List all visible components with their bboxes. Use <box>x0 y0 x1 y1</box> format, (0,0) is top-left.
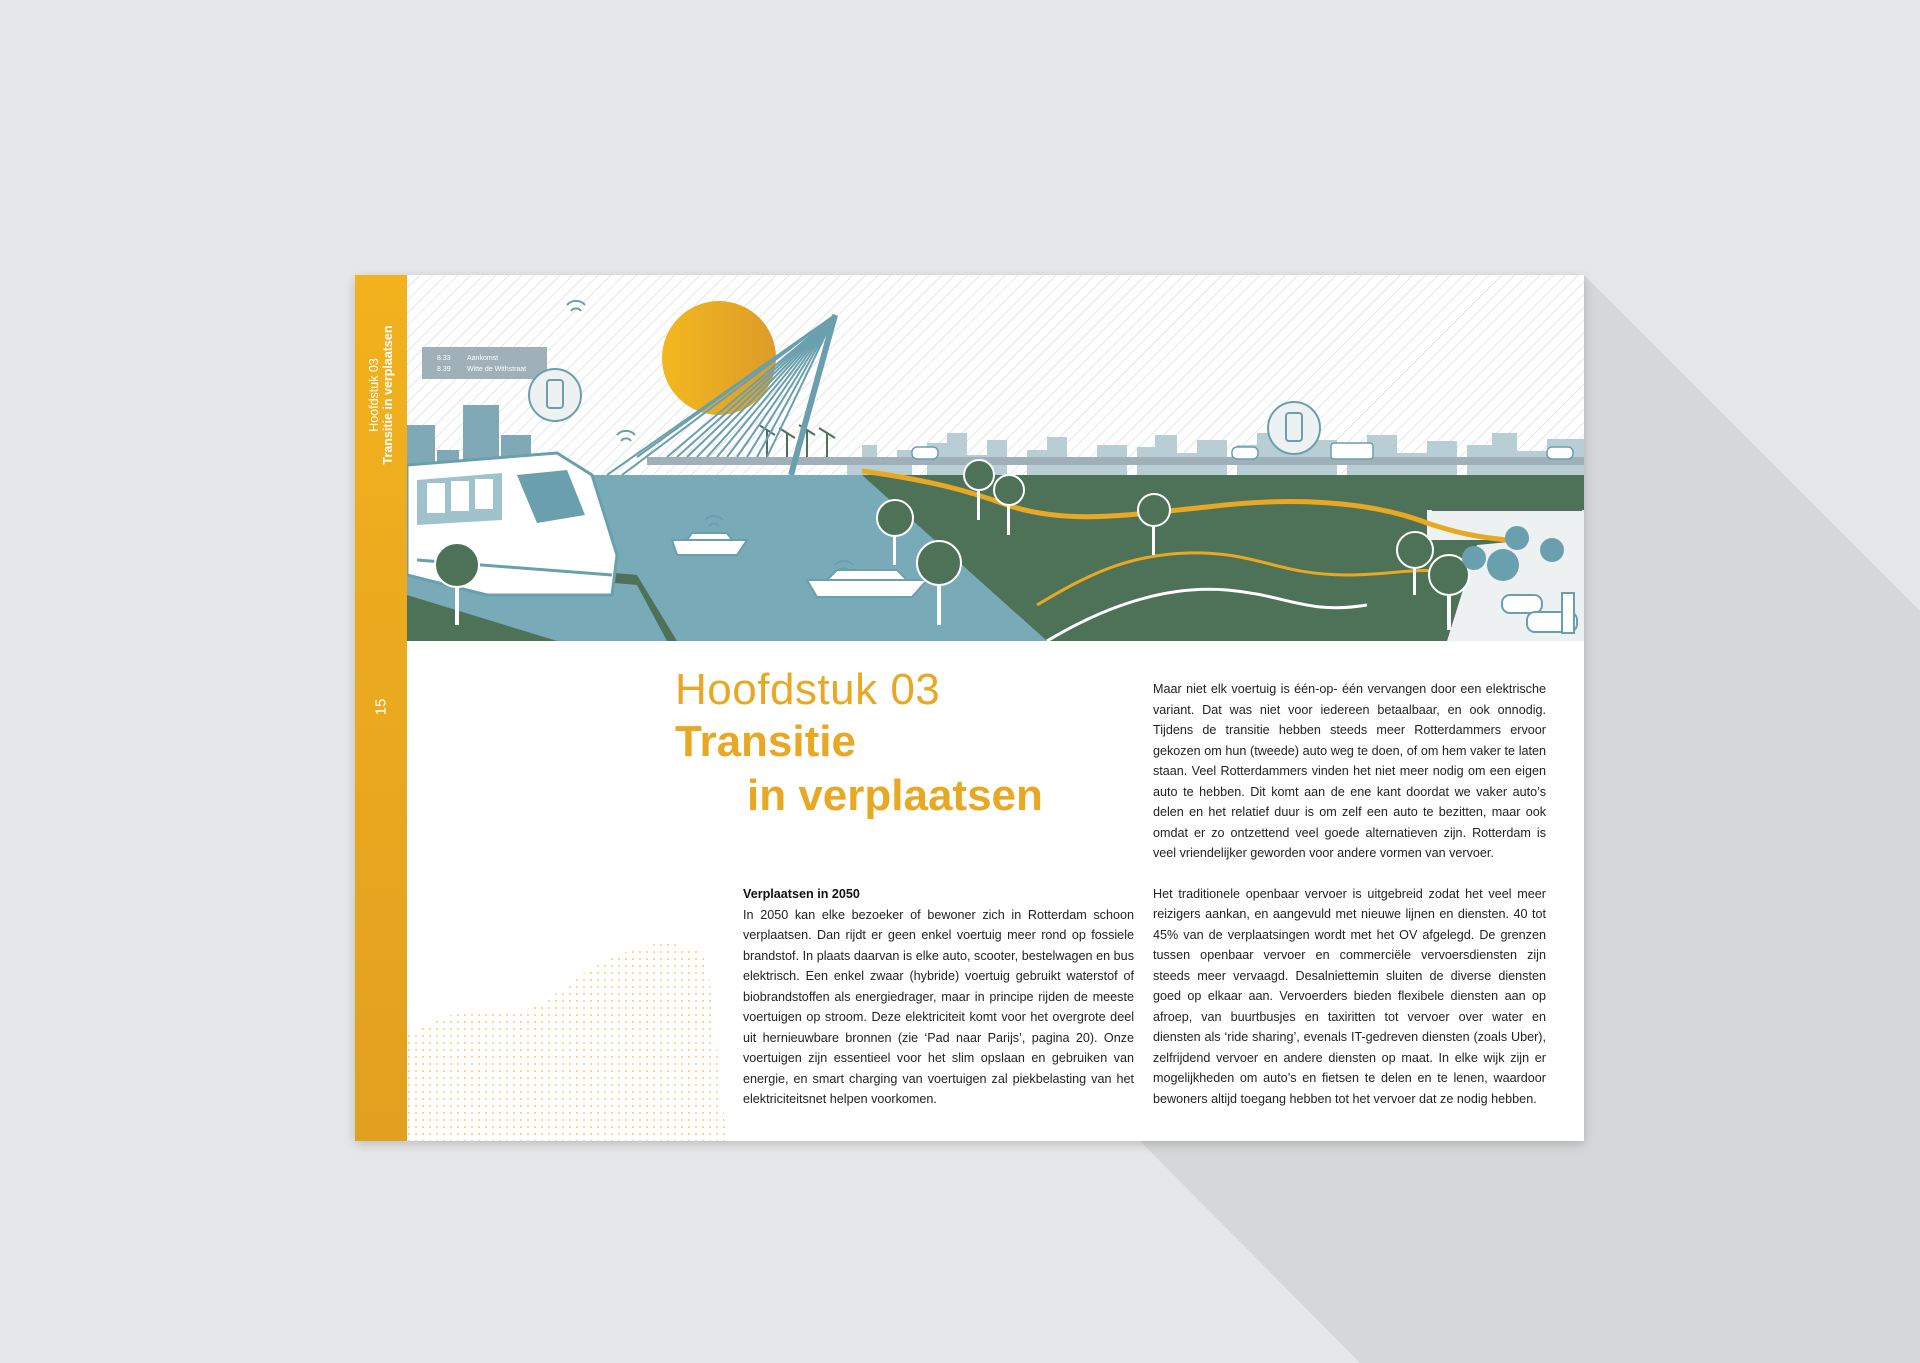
page-number: 15 <box>372 698 390 716</box>
sign-text-1: Aankomst <box>467 355 499 362</box>
body-paragraph: Het traditionele openbaar vervoer is uitgebreid zodat het veel meer reizigers aankan, en aangevuld met nieuwe lijnen en diensten. 40 tot 45% van de verplaatsingen wordt met het OV afgelegd. De grenzen tussen openbaar vervoer en commerciële vervoersdiensten zijn steeds meer vervaagd. Desalniettemin sluiten de diverse diensten goed op elkaar aan. Vervoerders bieden flexibele diensten aan op afroep, van buurtbusjes en taxiritten tot vervoer over water en diensten als ‘ride sharing’, evenals IT-gedreven diensten (zoals Uber), zelfrijdend vervoer en andere diensten op maat. In elke wijk zijn er mogelijkheden om auto’s en fietsen te delen en te lenen, waardoor bewoners altijd toegang hebben tot het vervoer dat ze nodig hebben. <box>1153 886 1546 1106</box>
smartphone-icon <box>529 369 581 421</box>
sign-time-1: 8.33 <box>437 355 451 362</box>
city-mobility-illustration <box>407 275 1584 641</box>
chapter-heading <box>675 665 1043 823</box>
spine-bar <box>355 275 407 1141</box>
heading-title-line2: in verplaatsen <box>747 771 1043 820</box>
text-column-right <box>1153 679 1546 1109</box>
text-column-left <box>743 884 1134 1110</box>
spine-chapter: Hoofdstuk 03 <box>367 358 381 432</box>
body-paragraph: Maar niet elk voertuig is één-op- één vervangen door een elektrische variant. Dat was niet voor iedereen betaalbaar, en ook onnodig. Tijdens de transitie hebben steeds meer Rotterdammers ervoor gekozen om hun (tweede) auto weg te doen, of om hem vaker te laten staan. Veel Rotterdammers vinden het niet meer nodig om een eigen auto te hebben. Dit komt aan de ene kant doordat we vaker auto’s delen en het relatief duur is om zelf een auto te bezitten, maar ook omdat er zo ontzettend veel goede alternatieven zijn. Rotterdam is veel vriendelijker geworden voor andere vormen van vervoer. <box>1153 682 1546 860</box>
sign-time-2: 8.39 <box>437 366 451 373</box>
smartphone-icon <box>1268 402 1320 454</box>
spine-title: Transitie in verplaatsen <box>381 325 395 465</box>
bridge-deck <box>647 457 1584 465</box>
section-subheading: Verplaatsen in 2050 <box>743 887 860 901</box>
departure-sign <box>422 347 547 379</box>
sign-text-2: Witte de Withstraat <box>467 366 527 373</box>
body-paragraph: In 2050 kan elke bezoeker of bewoner zich in Rotterdam schoon verplaatsen. Dan rijdt er geen enkel voertuig meer rond op fossiele brandstof. In plaats daarvan is elke auto, scooter, bestelwagen en bus elektrisch. Een enkel zwaar (hybride) voertuig gebruikt waterstof of biobrandstoffen als energiedrager, maar in principe rijden de meeste voertuigen op stroom. Deze elektriciteit komt voor het overgrote deel uit hernieuwbare bronnen (zie ‘Pad naar Parijs’, pagina 20). Onze voertuigen zijn essentieel voor het slim opslaan en gebruiken van energie, en smart charging van voertuigen zal piekbelasting van het elektriciteitsnet helpen voorkomen. <box>743 907 1134 1106</box>
brochure-page <box>355 275 1584 1141</box>
heading-chapter: Hoofdstuk 03 <box>675 665 941 714</box>
spine-label <box>367 326 395 465</box>
heading-title-line1: Transitie <box>675 717 856 766</box>
solar-panels <box>1432 497 1582 511</box>
